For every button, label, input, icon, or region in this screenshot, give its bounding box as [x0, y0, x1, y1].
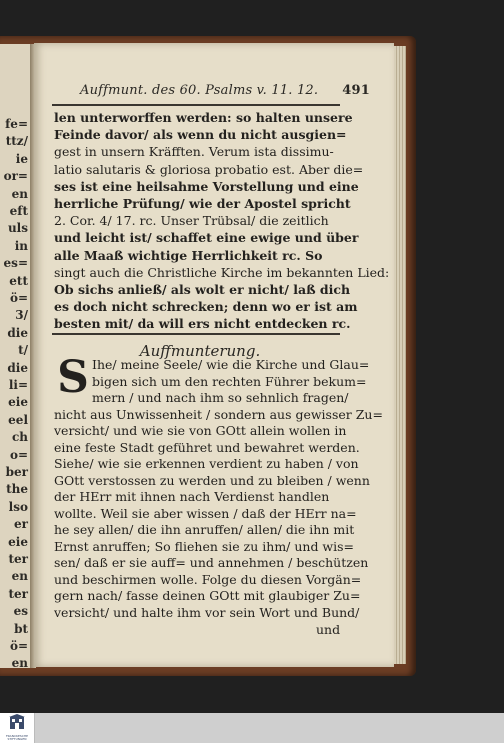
left-page-fragment: en	[11, 186, 28, 201]
left-page-fragment: t/	[18, 343, 28, 358]
left-page-fragment: ttz/	[5, 134, 28, 149]
left-page-fragment: er	[14, 517, 28, 532]
left-page-fragment: ter	[8, 552, 28, 566]
text-line: bigen sich um den rechten Führer bekum=	[92, 373, 367, 389]
left-page-fragment: es	[13, 604, 28, 619]
franckesche-stiftungen-logo	[0, 713, 35, 743]
left-page-fragment: es=	[3, 256, 28, 271]
left-page-fragment: en	[11, 656, 28, 671]
running-header	[80, 83, 370, 103]
text-line: mern / und nach ihm so sehnlich fragen/	[92, 390, 349, 405]
left-page-fragment: en	[11, 569, 28, 584]
running-head-title: Auffmunt. des 60. Psalms v. 11. 12.	[80, 83, 319, 98]
text-line: und beschirmen wolle. Folge du diesen Vorgän=	[54, 571, 362, 587]
text-line: latio salutaris & gloriosa probatio est. Aber die=	[54, 161, 364, 177]
left-page-fragment: die	[7, 360, 28, 375]
viewer-footer-bar	[0, 713, 504, 743]
section-heading: Auffmunterung.	[139, 342, 261, 360]
left-page-fragment: ber	[5, 465, 28, 479]
left-page-fragment: bt	[14, 621, 28, 636]
left-page-fragment: ett	[9, 273, 28, 288]
left-page-fragment: ö=	[9, 639, 28, 653]
left-page-fragment: eie	[8, 395, 28, 410]
page-number: 491	[342, 83, 370, 98]
text-line: 2. Cor. 4/ 17. rc. Unser Trübsal/ die zeitlich	[54, 213, 329, 229]
text-line: eine feste Stadt geführet und bewahret werden.	[54, 439, 360, 455]
text-line: gest in unsern Kräfften. Verum ista dissimu-	[54, 144, 334, 160]
text-line: singt auch die Christliche Kirche im bekannten Lied:	[54, 264, 390, 280]
catchword: und	[316, 622, 341, 637]
left-page-fragment: fe=	[5, 117, 28, 131]
left-page-fragment: ie	[15, 151, 28, 166]
text-line: len unterworffen werden: so halten unsere	[54, 110, 353, 125]
text-line: ses ist eine heilsahme Vorstellung und eine	[54, 178, 359, 194]
text-line: versicht/ und halte ihm vor sein Wort und Bund/	[54, 604, 360, 620]
text-line: nicht aus Unwissenheit / sondern aus gewisser Zu=	[54, 406, 383, 422]
text-line: Siehe/ wie sie erkennen verdient zu haben / von	[54, 456, 359, 471]
text-line: Ernst anruffen; So fliehen sie zu ihm/ und wis=	[54, 538, 355, 554]
header-rule	[52, 104, 340, 106]
left-page-fragment: lso	[8, 499, 28, 514]
left-page-fragment: eft	[9, 204, 28, 218]
left-page-fragment: eie	[8, 534, 28, 549]
left-page-fragment: ö=	[9, 291, 28, 305]
text-line: wollte. Weil sie aber wissen / daß der HErr na=	[54, 505, 357, 521]
text-line: herrliche Prüfung/ wie der Apostel spricht	[54, 196, 351, 211]
text-line: der HErr mit ihnen nach Verdienst handlen	[54, 489, 330, 504]
text-line: sen/ daß er sie auff= und annehmen / beschützen	[54, 555, 369, 570]
left-page-fragment: die	[7, 325, 28, 340]
text-line: alle Maaß wichtige Herrlichkeit rc. So	[54, 247, 323, 263]
left-page-fragment: eel	[8, 412, 28, 427]
left-page-fragment: 3/	[15, 308, 28, 323]
text-line: GOtt verstossen zu werden und zu bleiben / wenn	[54, 472, 370, 488]
text-line: Ob sichs anließ/ als wolt er nicht/ laß dich	[54, 282, 351, 297]
left-page-fragment: the	[6, 482, 28, 497]
left-page-edge	[0, 44, 31, 671]
text-line: he sey allen/ die ihn anruffen/ allen/ die ihn mit	[54, 522, 355, 537]
logo-emblem-icon	[9, 716, 25, 734]
text-line: besten mit/ da will ers nicht entdecken rc.	[54, 316, 351, 332]
text-line: und leicht ist/ schaffet eine ewige und über	[54, 230, 359, 246]
left-page-fragment: ter	[8, 586, 28, 601]
text-line: es doch nicht schrecken; denn wo er ist am	[54, 299, 358, 315]
left-page-fragment: ch	[11, 430, 28, 445]
text-line: Ihe/ meine Seele/ wie die Kirche und Glau=	[92, 357, 370, 372]
text-line: gern nach/ fasse deinen GOtt mit glaubiger Zu=	[54, 588, 361, 603]
page-stack-edge	[394, 46, 406, 664]
left-page-fragment: in	[14, 238, 28, 253]
left-page-fragment: uls	[7, 221, 28, 236]
text-line: Feinde davor/ als wenn du nicht ausgien=	[54, 127, 347, 143]
left-page-fragment: o=	[9, 447, 28, 462]
logo-text: FRANCKESCHE STIFTUNGEN	[5, 734, 29, 741]
text-line: versicht/ und wie sie von GOtt allein wollen in	[54, 423, 347, 438]
drop-cap: S	[57, 352, 89, 403]
left-page-fragment: li=	[8, 378, 28, 392]
left-page-fragment: or=	[3, 169, 28, 184]
section-rule	[52, 333, 340, 335]
